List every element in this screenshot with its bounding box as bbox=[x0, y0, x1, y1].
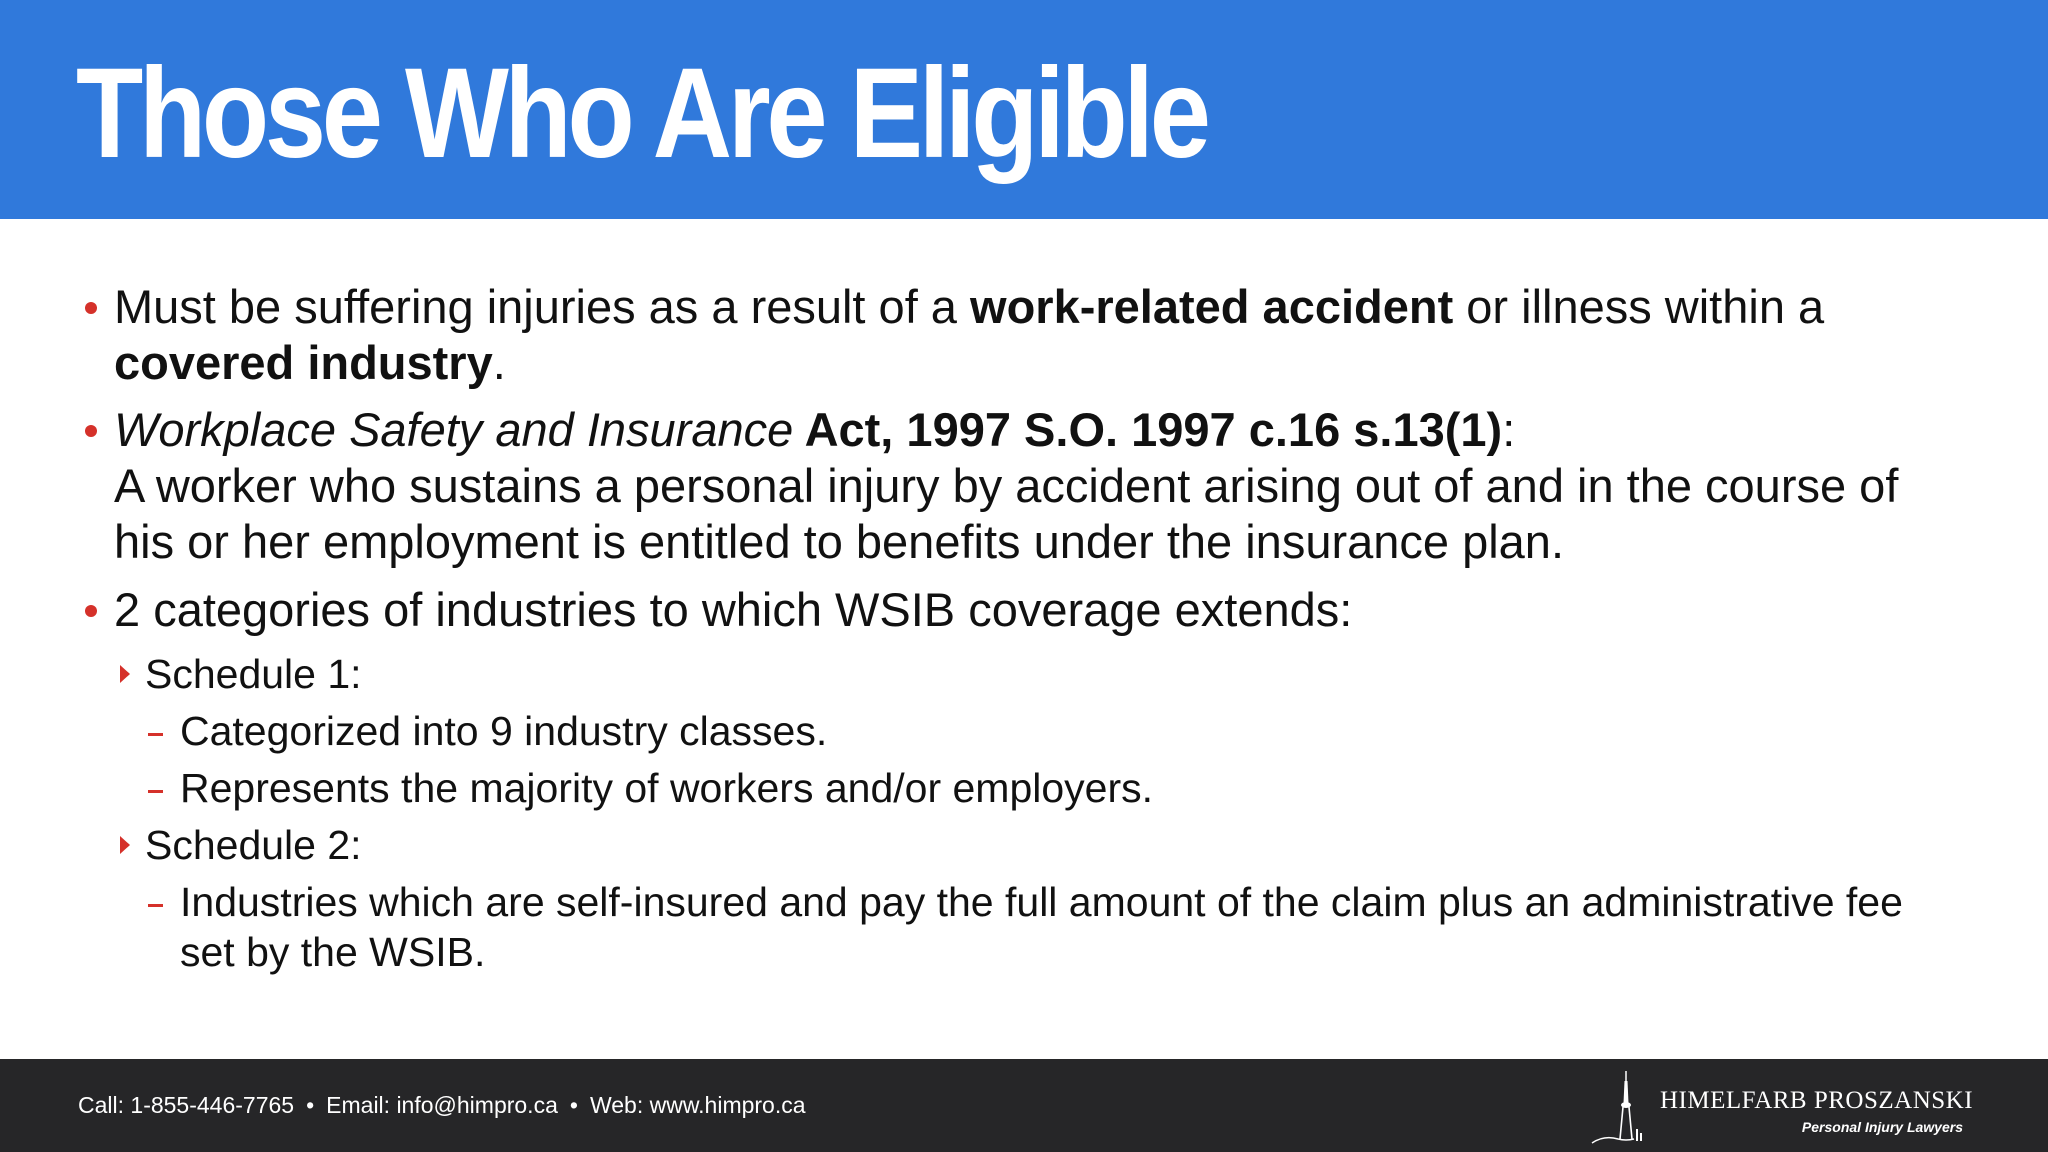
slide-body bbox=[0, 219, 2048, 1059]
contact-info bbox=[78, 1087, 806, 1123]
bullet-1-period: . bbox=[492, 336, 506, 389]
bullet-2-line-2: A worker who sustains a personal injury by accident arising out of and in the course of bbox=[114, 459, 1899, 512]
schedule-2-label: Schedule 2: bbox=[145, 822, 362, 868]
act-colon: : bbox=[1502, 403, 1516, 456]
cn-tower-icon bbox=[1590, 1069, 1652, 1145]
bullet-3-line-1: 2 categories of industries to which WSIB coverage extends: bbox=[114, 583, 1353, 636]
schedule-2-item-line-2: set by the WSIB. bbox=[180, 929, 486, 975]
schedule-1-item-2: Represents the majority of workers and/or employers. bbox=[180, 765, 1154, 811]
bullet-1-line-1 bbox=[114, 279, 1824, 335]
bullet-1-emphasis: work-related accident bbox=[970, 280, 1454, 333]
separator: • bbox=[569, 1092, 578, 1118]
act-citation: Act, 1997 S.O. 1997 c.16 s.13(1) bbox=[793, 403, 1503, 456]
slide-title: Those Who Are Eligible bbox=[76, 42, 1207, 185]
bullet-1-text-end: or illness within a bbox=[1453, 280, 1825, 333]
bullet-1-line-2 bbox=[114, 335, 506, 391]
act-name-italic: Workplace Safety and Insurance bbox=[114, 403, 794, 456]
schedule-1-label: Schedule 1: bbox=[145, 651, 362, 697]
firm-name: HIMELFARB PROSZANSKI bbox=[1660, 1087, 1974, 1114]
schedule-2-item-line-1: Industries which are self-insured and pay the full amount of the claim plus an administrative fee bbox=[180, 879, 1903, 925]
schedule-1-item-1: Categorized into 9 industry classes. bbox=[180, 708, 828, 754]
dash-bullet-icon bbox=[148, 733, 163, 736]
bullet-2-line-1 bbox=[114, 402, 1515, 458]
bullet-1-text: Must be suffering injuries as a result of a bbox=[114, 280, 971, 333]
bullet-dot-icon bbox=[85, 302, 97, 314]
bullet-1-emphasis-2: covered industry bbox=[114, 336, 493, 389]
firm-tagline: Personal Injury Lawyers bbox=[1801, 1119, 1963, 1135]
bullet-2-line-3: his or her employment is entitled to benefits under the insurance plan. bbox=[114, 515, 1565, 568]
phone-number: Call: 1-855-446-7765 bbox=[78, 1092, 295, 1118]
bullet-dot-icon bbox=[85, 605, 97, 617]
separator: • bbox=[306, 1092, 315, 1118]
bullet-dot-icon bbox=[85, 425, 97, 437]
email-address: Email: info@himpro.ca bbox=[326, 1092, 558, 1118]
footer-bar bbox=[0, 1059, 2048, 1152]
dash-bullet-icon bbox=[148, 904, 163, 907]
website-url: Web: www.himpro.ca bbox=[589, 1092, 806, 1118]
triangle-bullet-icon bbox=[120, 665, 130, 683]
dash-bullet-icon bbox=[148, 790, 163, 793]
title-banner bbox=[0, 0, 2048, 219]
triangle-bullet-icon bbox=[120, 836, 130, 854]
